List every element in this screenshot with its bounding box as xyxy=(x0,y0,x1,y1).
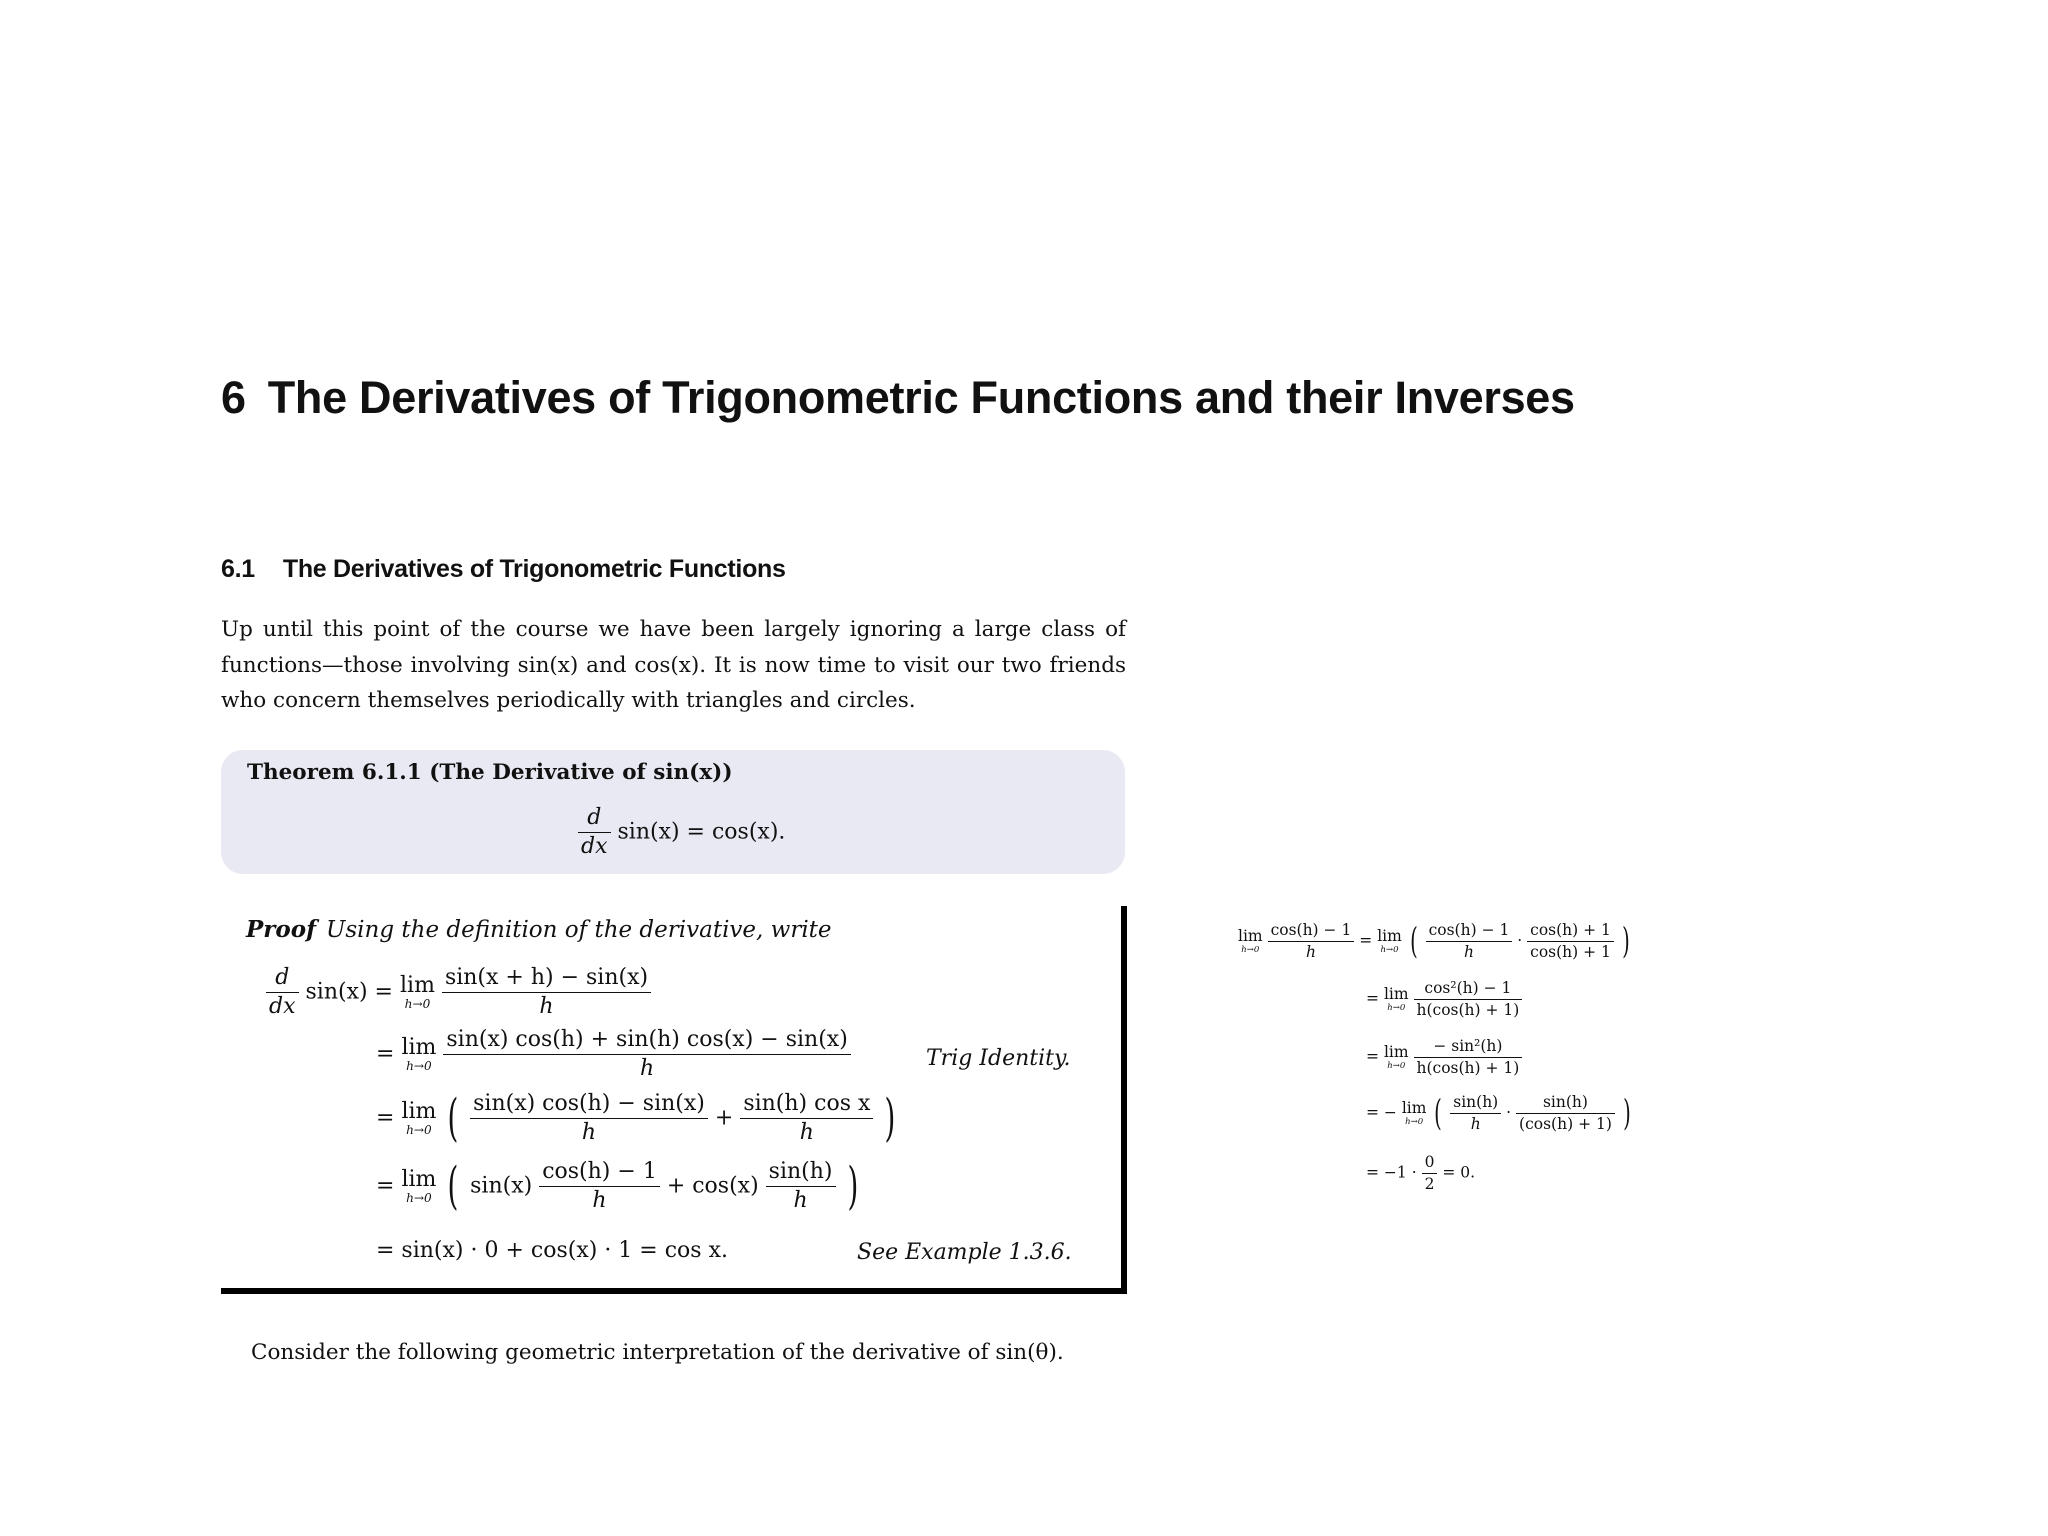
intro-line: who concern themselves periodically with triangles and circles. xyxy=(221,688,916,713)
chapter-number: 6 xyxy=(221,372,246,423)
intro-line: functions—those involving sin(x) and cos(x). It is now time to visit our two friends xyxy=(221,652,1126,678)
fraction-b: $\frac{\sin(h)}{h}$ xyxy=(766,1160,836,1213)
proof-box xyxy=(221,906,1127,1294)
fraction-a: $\frac{\cos(h) - 1}{h}$ xyxy=(539,1160,660,1213)
intro-paragraph xyxy=(221,612,1126,719)
theorem-equation xyxy=(578,806,785,859)
theorem-title: Theorem 6.1.1 (The Derivative of sin(x)) xyxy=(247,760,733,785)
proof-step-3: = lim h→0 ( $\frac{\sin(x) \cos(h) - \sin(x)}{h}$ + $\frac{\text{sin(h) cos x}}{h}$ ) xyxy=(376,1088,896,1148)
fraction-a: $\frac{\sin(x) \cos(h) - \sin(x)}{h}$ xyxy=(470,1092,708,1145)
side-derivation xyxy=(1238,922,1678,1202)
side-line-5: = −1 · $\frac{0}{2}$ = 0. xyxy=(1366,1153,1476,1194)
derivative-operator: $\frac{d}{dx}$ xyxy=(578,806,611,859)
note-trig-identity: Trig Identity. xyxy=(926,1046,1071,1071)
note-see-example: See Example 1.3.6. xyxy=(857,1240,1072,1265)
intro-line: Up until this point of the course we have been largely ignoring a large class of xyxy=(221,617,1126,642)
side-line-1: lim h→0 $\frac{\cos(h) - 1}{h}$ = lim h→0 ( $\frac{\cos(h) - 1}{h}$ · $\frac{\cos(h) + 1}{\cos(h) + 1}$ ) xyxy=(1238,920,1630,962)
derivative-operator: $\frac{d}{dx}$ xyxy=(266,966,299,1019)
proof-label: Proof xyxy=(246,916,316,943)
limit-operator: lim h→0 xyxy=(401,1035,437,1074)
proof-step-4: = lim h→0 ( sin(x) $\frac{\cos(h) - 1}{h}$ + cos(x) $\frac{\sin(h)}{h}$ ) xyxy=(376,1156,858,1216)
expanded-quotient: $\frac{\sin(x) \cos(h) + \sin(h) \cos(x) - \sin(x)}{h}$ xyxy=(443,1028,850,1081)
proof-step-1: $\frac{d}{dx}$ sin(x) = lim h→0 $\frac{\sin(x + h) - \sin(x)}{h}$ xyxy=(266,966,651,1019)
consider-text: Consider the following geometric interpretation of the derivative of sin(θ). xyxy=(251,1340,1064,1365)
chapter-title-text: The Derivatives of Trigonometric Functions and their Inverses xyxy=(267,372,1575,423)
proof-step-5: = sin(x) · 0 + cos(x) · 1 = cos x. xyxy=(376,1238,728,1263)
limit-operator: lim h→0 xyxy=(1377,927,1402,955)
chapter-title xyxy=(221,372,1575,424)
side-line-4: = − lim h→0 ( $\frac{\sin(h)}{h}$ · $\frac{\sin(h)}{(\cos(h) + 1)}$ ) xyxy=(1366,1092,1631,1134)
proof-intro: Proof Using the definition of the derivative, write xyxy=(246,916,832,943)
limit-operator: lim h→0 xyxy=(1383,1043,1409,1071)
proof-step-2: = lim h→0 $\frac{\sin(x) \cos(h) + \sin(h) \cos(x) - \sin(x)}{h}$ xyxy=(376,1028,851,1081)
section-title-text: The Derivatives of Trigonometric Functions xyxy=(282,555,786,583)
limit-operator: lim h→0 xyxy=(1401,1099,1427,1127)
limit-operator: lim h→0 xyxy=(401,1167,437,1206)
side-line-3: = lim h→0 $\frac{\text{− sin²(h)}}{h(\cos(h) + 1)}$ xyxy=(1366,1038,1522,1077)
limit-operator: lim h→0 xyxy=(400,973,435,1012)
limit-operator: lim h→0 xyxy=(1383,985,1409,1013)
theorem-box xyxy=(221,750,1125,874)
difference-quotient: $\frac{\sin(x + h) - \sin(x)}{h}$ xyxy=(442,966,651,1019)
limit-operator: lim h→0 xyxy=(401,1099,437,1138)
side-line-2: = lim h→0 $\frac{\text{cos²(h) − 1}}{h(\cos(h) + 1)}$ xyxy=(1366,980,1522,1019)
section-number: 6.1 xyxy=(221,555,255,583)
section-title xyxy=(221,555,786,584)
theorem-body: sin(x) = cos(x). xyxy=(617,819,786,845)
fraction-b: $\frac{\text{sin(h) cos x}}{h}$ xyxy=(740,1092,873,1145)
limit-operator: lim h→0 xyxy=(1238,927,1263,955)
